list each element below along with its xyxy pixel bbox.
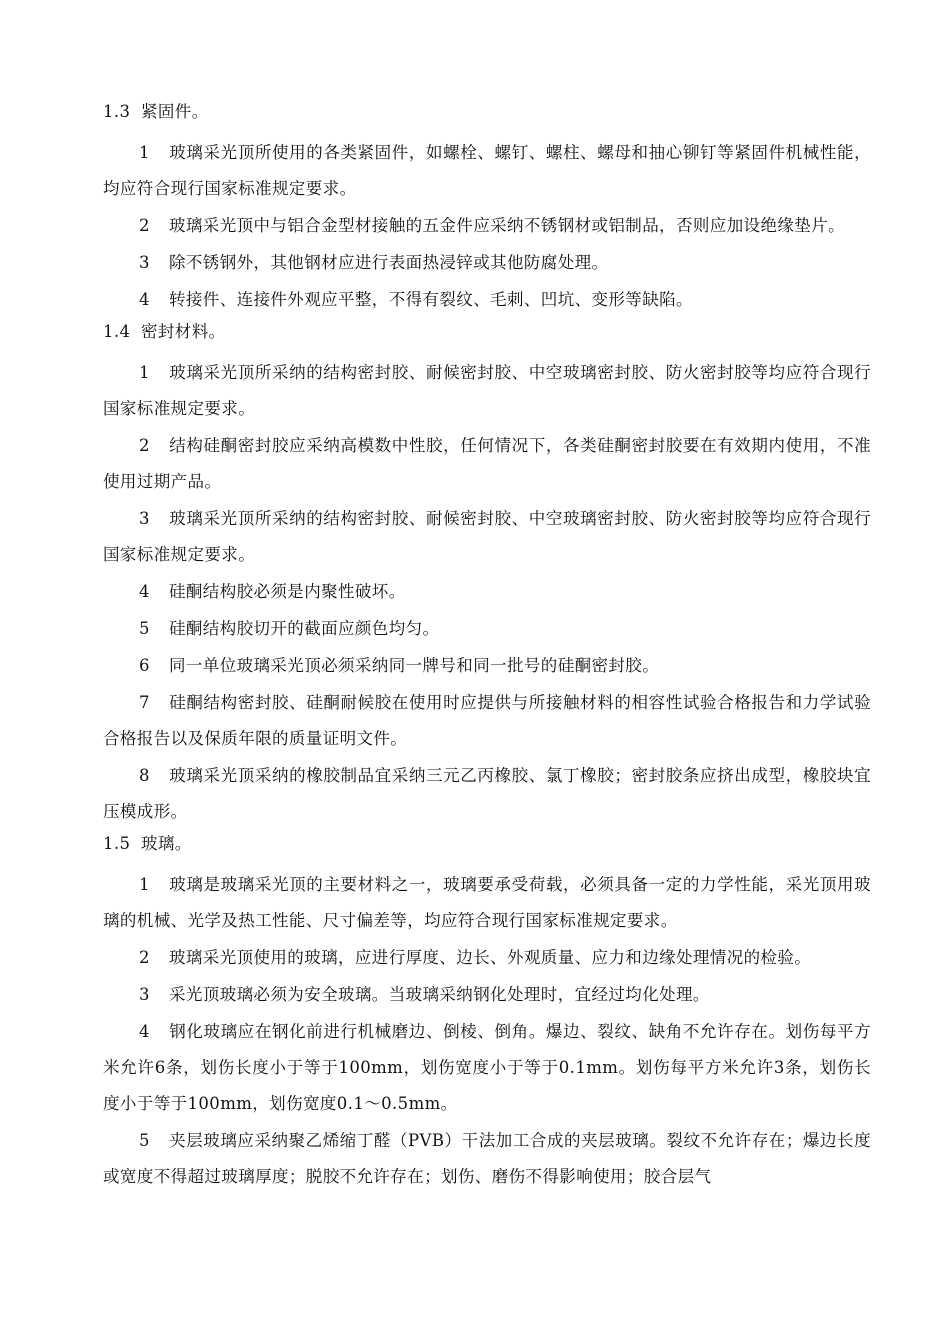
list-item [103, 574, 871, 610]
document-body [103, 98, 871, 1196]
section-heading [103, 318, 871, 345]
item-number: 4 [139, 582, 150, 601]
list-item [103, 245, 871, 281]
section-heading [103, 830, 871, 857]
item-text: 玻璃采光顶所采纳的结构密封胶、耐候密封胶、中空玻璃密封胶、防火密封胶等均应符合现行国家标准规定要求。 [103, 509, 871, 564]
list-item [103, 867, 871, 939]
item-text: 玻璃采光顶所使用的各类紧固件，如螺栓、螺钉、螺柱、螺母和抽心铆钉等紧固件机械性能，均应符合现行国家标准规定要求。 [103, 143, 871, 198]
item-text: 采光顶玻璃必须为安全玻璃。当玻璃采纳钢化处理时，宜经过均化处理。 [169, 985, 710, 1004]
item-number: 4 [139, 290, 150, 309]
item-text: 转接件、连接件外观应平整，不得有裂纹、毛刺、凹坑、变形等缺陷。 [169, 290, 693, 309]
list-item [103, 501, 871, 573]
section-title: 玻璃。 [141, 834, 192, 853]
item-number: 2 [139, 436, 150, 455]
item-number: 6 [139, 656, 150, 675]
section-number: 1.4 [103, 322, 131, 341]
item-number: 5 [139, 619, 150, 638]
item-text: 玻璃是玻璃采光顶的主要材料之一，玻璃要承受荷载，必须具备一定的力学性能，采光顶用玻璃的机械、光学及热工性能、尺寸偏差等，均应符合现行国家标准规定要求。 [103, 875, 871, 930]
item-number: 3 [139, 985, 150, 1004]
list-item [103, 758, 871, 830]
item-text: 玻璃采光顶采纳的橡胶制品宜采纳三元乙丙橡胶、氯丁橡胶；密封胶条应挤出成型，橡胶块宜压模成形。 [103, 766, 871, 821]
item-text: 硅酮结构胶切开的截面应颜色均匀。 [169, 619, 440, 638]
list-item [103, 977, 871, 1013]
section-number: 1.3 [103, 102, 131, 121]
item-number: 3 [139, 253, 150, 272]
item-number: 8 [139, 766, 150, 785]
item-text: 硅酮结构密封胶、硅酮耐候胶在使用时应提供与所接触材料的相容性试验合格报告和力学试验合格报告以及保质年限的质量证明文件。 [103, 693, 871, 748]
item-number: 1 [139, 875, 150, 894]
list-item [103, 355, 871, 427]
list-item [103, 135, 871, 207]
section-title: 紧固件。 [141, 102, 209, 121]
list-item [103, 685, 871, 757]
list-item [103, 428, 871, 500]
item-text: 除不锈钢外，其他钢材应进行表面热浸锌或其他防腐处理。 [169, 253, 609, 272]
item-text: 玻璃采光顶中与铝合金型材接触的五金件应采纳不锈钢材或铝制品，否则应加设绝缘垫片。 [169, 216, 845, 235]
item-text: 钢化玻璃应在钢化前进行机械磨边、倒棱、倒角。爆边、裂纹、缺角不允许存在。划伤每平方米允许6条，划伤长度小于等于100mm，划伤宽度小于等于0.1mm。划伤每平方米允许3条，划伤长度小于等于100mm，划伤宽度0.1～0.5mm。 [103, 1022, 871, 1113]
section-title: 密封材料。 [141, 322, 226, 341]
list-item [103, 208, 871, 244]
list-item [103, 282, 871, 318]
item-number: 7 [139, 693, 150, 712]
item-text: 同一单位玻璃采光顶必须采纳同一牌号和同一批号的硅酮密封胶。 [169, 656, 660, 675]
list-item [103, 611, 871, 647]
section-number: 1.5 [103, 834, 131, 853]
item-number: 1 [139, 363, 150, 382]
list-item [103, 648, 871, 684]
item-number: 3 [139, 509, 150, 528]
item-text: 夹层玻璃应采纳聚乙烯缩丁醛（PVB）干法加工合成的夹层玻璃。裂纹不允许存在；爆边长度或宽度不得超过玻璃厚度；脱胶不允许存在；划伤、磨伤不得影响使用；胶合层气 [103, 1131, 871, 1186]
item-text: 硅酮结构胶必须是内聚性破坏。 [169, 582, 406, 601]
item-number: 1 [139, 143, 150, 162]
item-number: 2 [139, 216, 150, 235]
item-number: 4 [139, 1022, 150, 1041]
item-text: 玻璃采光顶使用的玻璃，应进行厚度、边长、外观质量、应力和边缘处理情况的检验。 [169, 948, 812, 967]
list-item [103, 940, 871, 976]
list-item [103, 1123, 871, 1195]
item-number: 2 [139, 948, 150, 967]
section-heading [103, 98, 871, 125]
item-text: 玻璃采光顶所采纳的结构密封胶、耐候密封胶、中空玻璃密封胶、防火密封胶等均应符合现行国家标准规定要求。 [103, 363, 871, 418]
list-item [103, 1014, 871, 1122]
item-text: 结构硅酮密封胶应采纳高模数中性胶，任何情况下，各类硅酮密封胶要在有效期内使用，不准使用过期产品。 [103, 436, 871, 491]
item-number: 5 [139, 1131, 150, 1150]
